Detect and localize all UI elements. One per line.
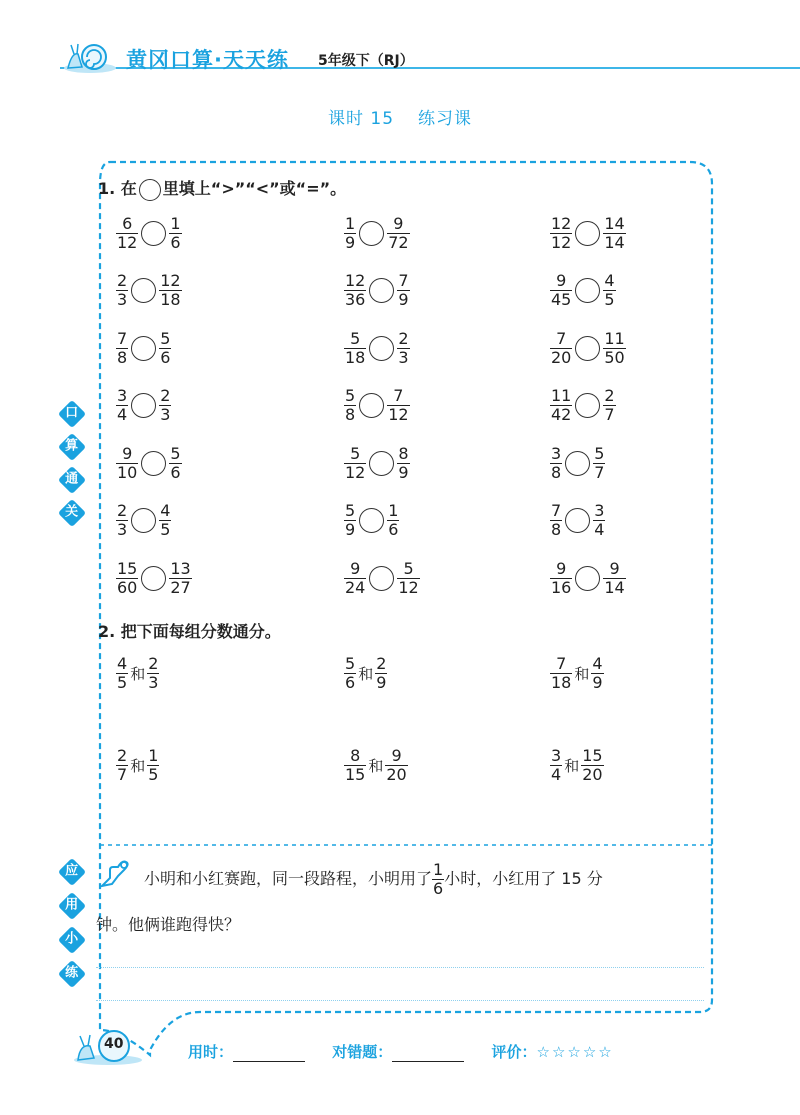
brand-title: 黄冈口算·天天练 <box>126 48 289 72</box>
answer-circle[interactable] <box>131 336 156 361</box>
fraction: $\frac{11}{50}$ <box>604 328 625 367</box>
answer-circle[interactable] <box>131 393 156 418</box>
blank-circle-icon <box>139 179 161 201</box>
comparison-item <box>116 440 182 486</box>
fraction: $\frac{8}{15}$ <box>345 745 366 784</box>
fraction: $\frac{1}{6}$ <box>433 860 444 898</box>
comparison-item <box>344 555 420 601</box>
answer-line <box>96 1000 704 1001</box>
fraction: $\frac{12}{12}$ <box>551 213 572 252</box>
comparison-item <box>550 555 626 601</box>
fraction: $\frac{4}{9}$ <box>592 653 603 692</box>
time-blank <box>233 1047 305 1062</box>
comparison-item <box>344 440 410 486</box>
fraction: $\frac{1}{9}$ <box>345 213 356 252</box>
fraction: $\frac{15}{20}$ <box>582 745 603 784</box>
answer-circle[interactable] <box>131 508 156 533</box>
side-char: 用 <box>58 892 86 920</box>
rating-label: 评价： <box>491 1043 537 1061</box>
answer-circle[interactable] <box>369 566 394 591</box>
connector-text: 和 <box>358 664 374 683</box>
fraction: $\frac{13}{27}$ <box>170 558 191 597</box>
side-char: 通 <box>58 466 86 494</box>
fraction: $\frac{6}{12}$ <box>117 213 138 252</box>
fraction: $\frac{2}{3}$ <box>148 653 159 692</box>
fraction-pair <box>116 650 159 696</box>
answer-line <box>96 967 704 968</box>
fraction: $\frac{5}{9}$ <box>345 501 356 539</box>
question-1-title: 1. 在 里填上“>”“<”或“=”。 <box>98 176 346 201</box>
fraction: $\frac{5}{6}$ <box>345 653 356 692</box>
fraction: $\frac{3}{4}$ <box>594 501 605 539</box>
comparison-item <box>116 325 171 371</box>
answer-circle[interactable] <box>565 508 590 533</box>
fraction: $\frac{14}{14}$ <box>604 213 625 252</box>
answer-circle[interactable] <box>369 336 394 361</box>
grade-label: 5年级下（RJ） <box>318 53 414 69</box>
fraction: $\frac{3}{8}$ <box>551 443 562 482</box>
fraction: $\frac{5}{12}$ <box>398 558 419 597</box>
fraction-pair <box>344 650 387 696</box>
answer-circle[interactable] <box>359 393 384 418</box>
fraction: $\frac{2}{7}$ <box>604 386 615 424</box>
comparison-item <box>550 498 605 544</box>
comparison-item <box>550 210 626 256</box>
fraction: $\frac{9}{14}$ <box>604 558 625 597</box>
fraction: $\frac{5}{6}$ <box>160 328 171 367</box>
page-number: 40 <box>104 1036 124 1052</box>
answer-circle[interactable] <box>131 278 156 303</box>
connector-text: 和 <box>130 664 146 683</box>
fraction: $\frac{1}{6}$ <box>170 213 181 252</box>
side-char: 算 <box>58 433 86 461</box>
answer-circle[interactable] <box>369 451 394 476</box>
fraction: $\frac{7}{20}$ <box>551 328 572 367</box>
comparison-item <box>344 498 399 544</box>
fraction: $\frac{7}{18}$ <box>551 653 572 692</box>
fraction: $\frac{3}{4}$ <box>551 745 562 784</box>
fraction: $\frac{2}{3}$ <box>160 386 171 424</box>
correct-label: 对错题： <box>332 1043 393 1061</box>
fraction: $\frac{12}{36}$ <box>345 271 366 309</box>
fraction-pair <box>116 742 159 788</box>
fraction: $\frac{11}{42}$ <box>551 386 572 424</box>
answer-circle[interactable] <box>359 221 384 246</box>
answer-circle[interactable] <box>141 221 166 246</box>
answer-circle[interactable] <box>575 566 600 591</box>
side-char: 口 <box>58 400 86 428</box>
connector-text: 和 <box>130 756 146 775</box>
fraction: $\frac{4}{5}$ <box>117 653 128 692</box>
footer-bar <box>188 1041 614 1062</box>
fraction-pair <box>344 742 408 788</box>
comparison-item <box>344 325 410 371</box>
fraction: $\frac{7}{12}$ <box>388 386 409 424</box>
fraction: $\frac{9}{20}$ <box>386 745 407 784</box>
comparison-item <box>116 268 182 314</box>
fraction: $\frac{9}{72}$ <box>388 213 409 252</box>
fraction: $\frac{15}{60}$ <box>117 558 138 597</box>
application-problem-line2: 钟。他俩谁跑得快？ <box>96 915 241 934</box>
fraction: $\frac{2}{9}$ <box>376 653 387 692</box>
comparison-item <box>344 210 410 256</box>
fraction-pair <box>550 742 604 788</box>
answer-circle[interactable] <box>575 393 600 418</box>
side-char: 应 <box>58 858 86 886</box>
lesson-title: 练习课 <box>418 109 473 129</box>
fraction: $\frac{1}{5}$ <box>148 745 159 784</box>
comparison-item <box>550 383 616 429</box>
comparison-item <box>550 268 616 314</box>
answer-circle[interactable] <box>141 566 166 591</box>
side-char: 小 <box>58 926 86 954</box>
fraction: $\frac{5}{18}$ <box>345 328 366 367</box>
answer-circle[interactable] <box>369 278 394 303</box>
question-2-title: 2. 把下面每组分数通分。 <box>98 622 281 641</box>
answer-circle[interactable] <box>359 508 384 533</box>
application-problem: 小明和小红赛跑，同一段路程，小明用了 $\frac{1}{6}$ 小时，小红用了 15 分 钟。他俩谁跑得快？ <box>120 856 710 948</box>
answer-circle[interactable] <box>575 278 600 303</box>
fraction: $\frac{9}{24}$ <box>345 558 366 597</box>
fraction: $\frac{5}{12}$ <box>345 443 366 482</box>
time-label: 用时： <box>188 1043 234 1061</box>
fraction: $\frac{8}{9}$ <box>398 443 409 482</box>
fraction: $\frac{9}{16}$ <box>551 558 572 597</box>
fraction: $\frac{5}{8}$ <box>345 386 356 424</box>
answer-circle[interactable] <box>565 451 590 476</box>
fraction: $\frac{3}{4}$ <box>117 386 128 424</box>
comparison-item <box>550 325 626 371</box>
side-char: 练 <box>58 960 86 988</box>
comparison-item <box>344 268 410 314</box>
fraction: $\frac{7}{8}$ <box>117 328 128 367</box>
fraction: $\frac{9}{10}$ <box>117 443 138 482</box>
fraction: $\frac{2}{7}$ <box>117 745 128 784</box>
side-char: 关 <box>58 499 86 527</box>
fraction-pair <box>550 650 604 696</box>
answer-circle[interactable] <box>141 451 166 476</box>
answer-circle[interactable] <box>575 221 600 246</box>
fraction: $\frac{4}{5}$ <box>160 501 171 539</box>
fraction: $\frac{5}{6}$ <box>170 443 181 482</box>
fraction: $\frac{7}{9}$ <box>398 271 409 309</box>
answer-circle[interactable] <box>575 336 600 361</box>
comparison-item <box>116 498 171 544</box>
connector-text: 和 <box>368 756 384 775</box>
fraction: $\frac{7}{8}$ <box>551 501 562 539</box>
fraction: $\frac{9}{45}$ <box>551 271 572 309</box>
fraction: $\frac{12}{18}$ <box>160 271 181 309</box>
fraction: $\frac{5}{7}$ <box>594 443 605 482</box>
rating-stars-icon: ☆☆☆☆☆ <box>536 1043 614 1061</box>
comparison-item <box>116 555 192 601</box>
fraction: $\frac{4}{5}$ <box>604 271 615 309</box>
comparison-item <box>550 440 605 486</box>
lesson-number: 课时 15 <box>327 109 395 129</box>
comparison-item <box>116 383 171 429</box>
fraction: $\frac{2}{3}$ <box>117 271 128 309</box>
comparison-item <box>344 383 410 429</box>
comparison-item <box>116 210 182 256</box>
connector-text: 和 <box>564 756 580 775</box>
fraction: $\frac{1}{6}$ <box>388 501 399 539</box>
fraction: $\frac{2}{3}$ <box>398 328 409 367</box>
correct-blank <box>392 1047 464 1062</box>
connector-text: 和 <box>574 664 590 683</box>
fraction: $\frac{2}{3}$ <box>117 501 128 539</box>
